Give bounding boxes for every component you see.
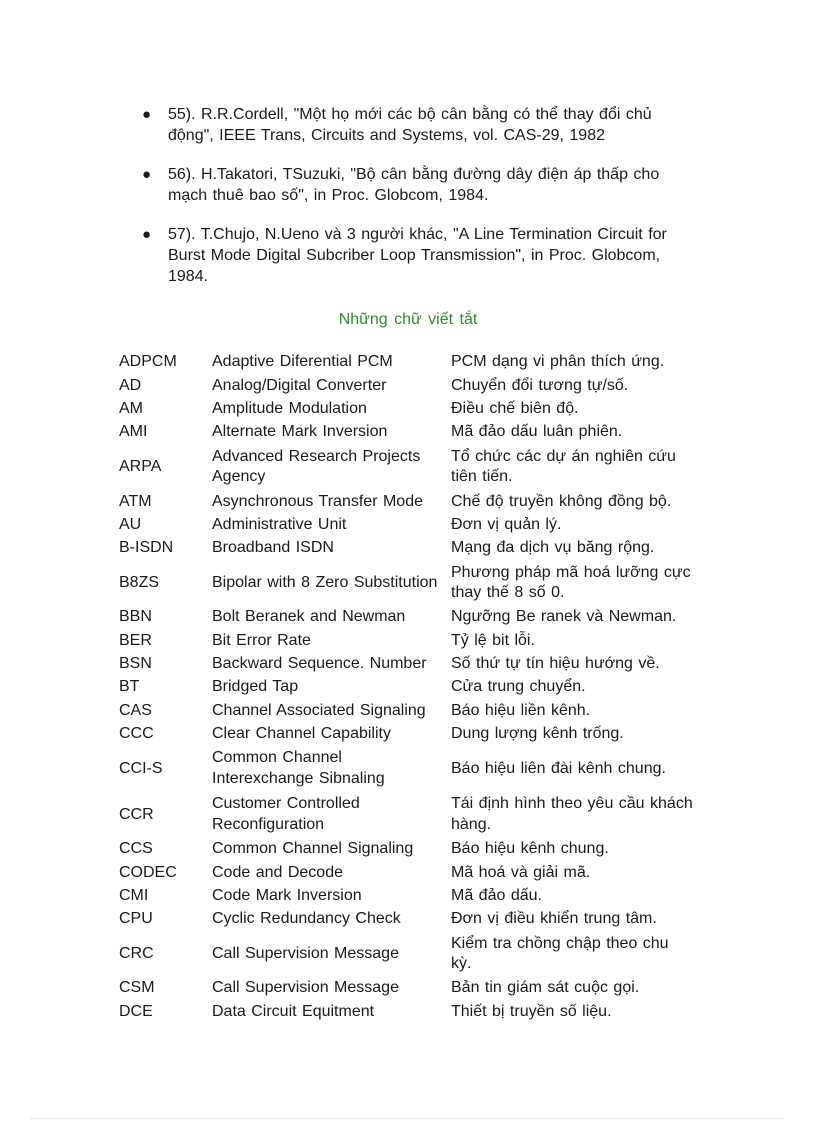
vietnamese-term-cell: Đơn vị quản lý. — [451, 515, 562, 533]
english-term-cell: Customer Controlled Reconfiguration — [212, 795, 360, 833]
table-row — [116, 398, 697, 421]
vietnamese-term-cell: Phương pháp mã hoá lưỡng cực thay thế 8 số 0. — [451, 563, 691, 602]
vietnamese-term-cell: Tái định hình theo yêu cầu khách hàng. — [451, 795, 693, 833]
table-row — [116, 676, 697, 699]
english-term-cell: Call Supervision Message — [212, 979, 399, 997]
english-term-cell: Common Channel Interexchange Sibnaling — [212, 749, 385, 787]
reference-item — [140, 164, 700, 206]
english-term-cell: Cyclic Redundancy Check — [212, 910, 401, 928]
english-term-cell: Advanced Research Projects Agency — [212, 447, 421, 486]
vietnamese-term-cell: Điều chế biên độ. — [451, 399, 579, 417]
reference-text: 57). T.Chujo, N.Ueno và 3 người khác, "A Line Termination Circuit for Burst Mode Digital Subcriber Loop Transmission", in Proc. Globcom, 1984. — [168, 226, 667, 285]
table-row — [116, 653, 697, 676]
table-row — [116, 908, 697, 931]
vietnamese-term-cell: Kiểm tra chồng chập theo chu kỳ. — [451, 934, 669, 973]
abbreviation-cell: CCR — [119, 805, 154, 823]
page-divider — [30, 1118, 786, 1119]
table-row — [116, 931, 697, 977]
vietnamese-term-cell: Tỷ lệ bit lỗi. — [451, 631, 535, 649]
table-row — [116, 351, 697, 374]
abbreviation-cell: AD — [119, 376, 142, 394]
abbreviation-cell: DCE — [119, 1002, 153, 1020]
english-term-cell: Backward Sequence. Number — [212, 655, 427, 673]
english-term-cell: Alternate Mark Inversion — [212, 423, 388, 441]
vietnamese-term-cell: Báo hiệu kênh chung. — [451, 840, 609, 858]
table-row — [116, 699, 697, 722]
table-row — [116, 513, 697, 536]
english-term-cell: Asynchronous Transfer Mode — [212, 492, 423, 510]
vietnamese-term-cell: PCM dạng vi phân thích ứng. — [451, 353, 665, 371]
bullet-icon: ● — [142, 226, 152, 243]
abbreviation-cell: CODEC — [119, 863, 177, 881]
table-row — [116, 421, 697, 444]
vietnamese-term-cell: Mã đảo dấu. — [451, 886, 542, 904]
vietnamese-term-cell: Mã hoá và giải mã. — [451, 863, 591, 881]
vietnamese-term-cell: Đơn vị điều khiển trung tâm. — [451, 910, 657, 928]
vietnamese-term-cell: Báo hiệu liền kênh. — [451, 701, 591, 719]
table-row — [116, 838, 697, 861]
abbreviation-cell: BT — [119, 678, 140, 696]
vietnamese-term-cell: Ngưỡng Be ranek và Newman. — [451, 608, 677, 626]
english-term-cell: Data Circuit Equitment — [212, 1002, 375, 1020]
abbreviation-cell: CCC — [119, 724, 154, 742]
english-term-cell: Bridged Tap — [212, 678, 299, 696]
abbreviation-cell: ATM — [119, 492, 152, 510]
table-row — [116, 861, 697, 884]
abbreviation-cell: CRC — [119, 944, 154, 962]
table-row — [116, 374, 697, 397]
table-row — [116, 629, 697, 652]
reference-list — [140, 104, 700, 305]
table-row — [116, 1000, 697, 1023]
vietnamese-term-cell: Tổ chức các dự án nghiên cứu tiên tiến. — [451, 447, 676, 486]
english-term-cell: Channel Associated Signaling — [212, 701, 426, 719]
abbreviation-cell: AM — [119, 399, 143, 417]
table-row — [116, 537, 697, 560]
bullet-icon: ● — [142, 106, 152, 123]
vietnamese-term-cell: Mã đảo dấu luân phiên. — [451, 423, 623, 441]
english-term-cell: Broadband ISDN — [212, 539, 334, 557]
reference-text: 56). H.Takatori, TSuzuki, "Bộ cân bằng đường dây điện áp thấp cho mạch thuê bao số", in Proc. Globcom, 1984. — [168, 166, 660, 204]
table-row — [116, 560, 697, 606]
table-row — [116, 746, 697, 792]
table-row — [116, 723, 697, 746]
reference-text: 55). R.R.Cordell, "Một họ mới các bộ cân bằng có thể thay đổi chủ động", IEEE Trans, Circuits and Systems, vol. CAS-29, 1982 — [168, 106, 652, 144]
english-term-cell: Administrative Unit — [212, 515, 347, 533]
table-row — [116, 606, 697, 629]
english-term-cell: Adaptive Diferential PCM — [212, 353, 393, 371]
table-row — [116, 444, 697, 490]
abbreviation-cell: CMI — [119, 886, 149, 904]
abbreviation-cell: BSN — [119, 655, 152, 673]
vietnamese-term-cell: Dung lượng kênh trống. — [451, 724, 624, 742]
vietnamese-term-cell: Chuyển đổi tương tự/số. — [451, 376, 629, 394]
english-term-cell: Amplitude Modulation — [212, 399, 367, 417]
english-term-cell: Bipolar with 8 Zero Substitution — [212, 573, 438, 591]
english-term-cell: Call Supervision Message — [212, 944, 399, 962]
table-row — [116, 792, 697, 838]
table-row — [116, 884, 697, 907]
reference-item — [140, 224, 700, 287]
english-term-cell: Common Channel Signaling — [212, 840, 414, 858]
vietnamese-term-cell: Mạng đa dịch vụ băng rộng. — [451, 539, 655, 557]
abbreviation-cell: CAS — [119, 701, 152, 719]
english-term-cell: Code Mark Inversion — [212, 886, 362, 904]
table-row — [116, 490, 697, 513]
abbreviation-cell: CCI-S — [119, 759, 163, 777]
reference-item — [140, 104, 700, 146]
abbreviation-cell: CPU — [119, 910, 153, 928]
abbreviation-cell: CSM — [119, 979, 155, 997]
abbreviation-cell: BER — [119, 631, 152, 649]
abbreviation-cell: ADPCM — [119, 353, 177, 371]
abbreviations-table — [116, 351, 697, 1024]
abbreviation-cell: B-ISDN — [119, 539, 174, 557]
vietnamese-term-cell: Thiết bị truyền số liệu. — [451, 1002, 612, 1020]
abbreviation-cell: CCS — [119, 840, 153, 858]
english-term-cell: Analog/Digital Converter — [212, 376, 387, 394]
bullet-icon: ● — [142, 166, 152, 183]
english-term-cell: Code and Decode — [212, 863, 343, 881]
english-term-cell: Clear Channel Capability — [212, 724, 391, 742]
vietnamese-term-cell: Chế độ truyền không đồng bộ. — [451, 492, 672, 510]
abbreviation-cell: AU — [119, 515, 142, 533]
vietnamese-term-cell: Bản tin giám sát cuộc gọi. — [451, 979, 640, 997]
abbreviation-cell: BBN — [119, 608, 152, 626]
vietnamese-term-cell: Báo hiệu liên đài kênh chung. — [451, 759, 666, 777]
table-row — [116, 977, 697, 1000]
section-title: Những chữ viết tắt — [338, 311, 478, 328]
english-term-cell: Bolt Beranek and Newman — [212, 608, 406, 626]
abbreviation-cell: AMI — [119, 423, 148, 441]
vietnamese-term-cell: Cửa trung chuyển. — [451, 678, 586, 696]
abbreviation-cell: B8ZS — [119, 573, 160, 591]
english-term-cell: Bit Error Rate — [212, 631, 311, 649]
vietnamese-term-cell: Số thứ tự tín hiệu hướng về. — [451, 655, 660, 673]
abbreviation-cell: ARPA — [119, 457, 162, 475]
